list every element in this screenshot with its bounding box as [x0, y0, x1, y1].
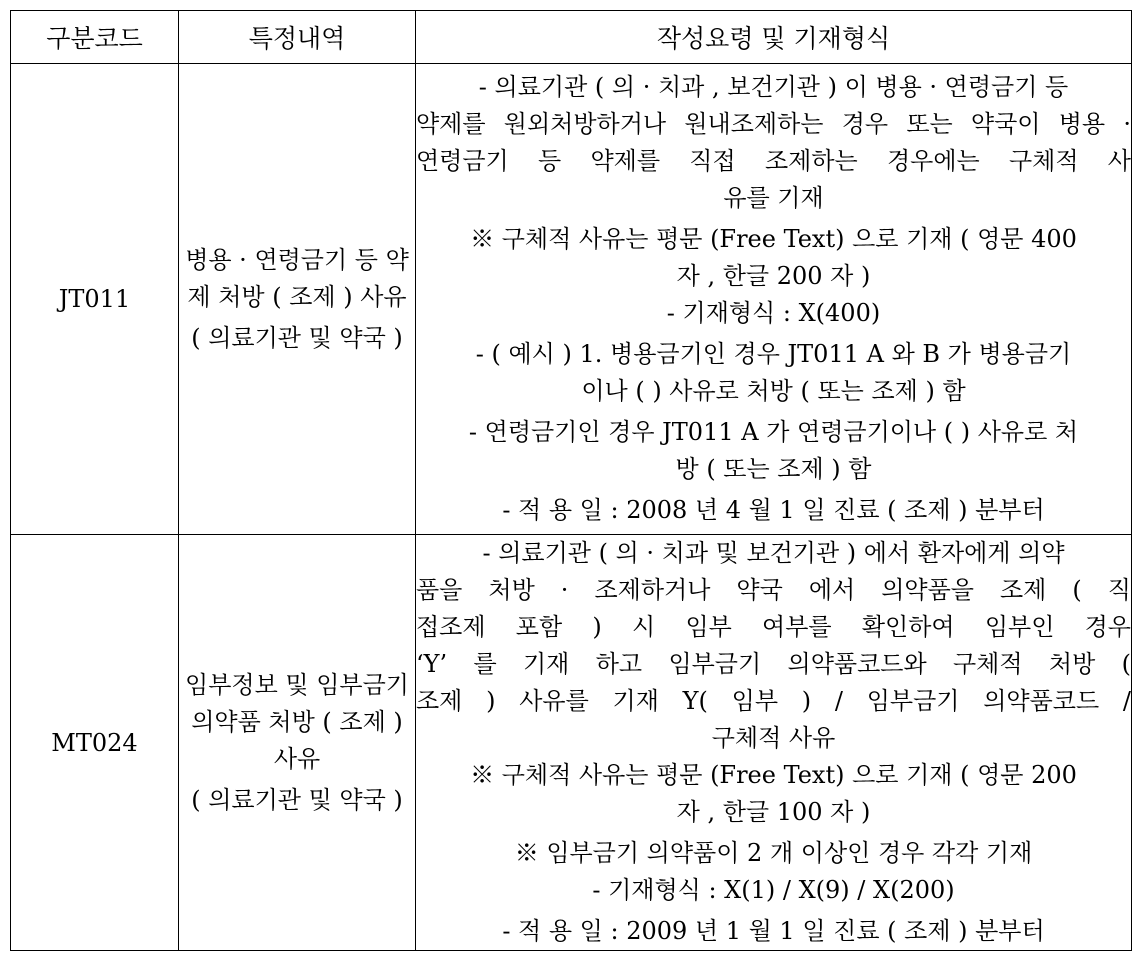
detail-cell	[179, 64, 416, 535]
guide-line: 구체적 사유	[711, 724, 836, 752]
detail-note: ( 의료기관 및 약국 )	[191, 323, 403, 352]
guide-line: 연령금기 등 약제를 직접 조제하는 경우에는 구체적 사	[416, 147, 1131, 175]
code-cell: MT024	[11, 535, 179, 951]
guide-line: - 적 용 일 : 2009 년 1 월 1 일 진료 ( 조제 ) 분부터	[502, 917, 1045, 945]
header-row	[11, 11, 1132, 64]
spec-table	[10, 10, 1132, 951]
detail-text: 임부정보 및 임부금기 의약품 처방 ( 조제 ) 사유	[185, 670, 409, 773]
guide-line: 이나 ( ) 사유로 처방 ( 또는 조제 ) 함	[581, 377, 966, 405]
guide-line: - ( 예시 ) 1. 병용금기인 경우 JT011 A 와 B 가 병용금기	[475, 340, 1072, 368]
header-guide: 작성요령 및 기재형식	[416, 11, 1132, 64]
guide-line: - 기재형식 : X(400)	[666, 299, 881, 327]
guide-line: ‘Y’ 를 기재 하고 임부금기 의약품코드와 구체적 처방 (	[416, 650, 1131, 678]
guide-line: 조제 ) 사유를 기재 Y( 임부 ) / 임부금기 의약품코드 /	[416, 687, 1131, 715]
guide-line: ※ 임부금기 의약품이 2 개 이상인 경우 각각 기재	[514, 839, 1033, 867]
detail-cell	[179, 535, 416, 951]
guide-line: 약제를 원외처방하거나 원내조제하는 경우 또는 약국이 병용 ·	[416, 110, 1131, 138]
guide-line: 유를 기재	[723, 184, 824, 212]
header-code: 구분코드	[11, 11, 179, 64]
guide-line: 접조제 포함 ) 시 임부 여부를 확인하여 임부인 경우	[416, 613, 1131, 641]
detail-text: 병용 · 연령금기 등 약제 처방 ( 조제 ) 사유	[185, 245, 409, 311]
guide-line: ※ 구체적 사유는 평문 (Free Text) 으로 기재 ( 영문 200	[470, 761, 1077, 789]
guide-line: - 의료기관 ( 의 · 치과 , 보건기관 ) 이 병용 · 연령금기 등	[478, 73, 1069, 101]
header-detail: 특정내역	[179, 11, 416, 64]
guide-line: - 적 용 일 : 2008 년 4 월 1 일 진료 ( 조제 ) 분부터	[502, 496, 1045, 524]
guide-line: - 의료기관 ( 의 · 치과 및 보건기관 ) 에서 환자에게 의약	[482, 539, 1065, 567]
guide-line: - 기재형식 : X(1) / X(9) / X(200)	[592, 876, 955, 904]
guide-cell	[416, 535, 1132, 951]
guide-cell	[416, 64, 1132, 535]
guide-line: - 연령금기인 경우 JT011 A 가 연령금기이나 ( ) 사유로 처	[468, 418, 1079, 446]
code-cell: JT011	[11, 64, 179, 535]
guide-line: 자 , 한글 100 자 )	[676, 798, 871, 826]
guide-line: 방 ( 또는 조제 ) 함	[675, 455, 872, 483]
guide-line: ※ 구체적 사유는 평문 (Free Text) 으로 기재 ( 영문 400	[470, 225, 1077, 253]
table-row	[11, 64, 1132, 535]
guide-line: 품을 처방 · 조제하거나 약국 에서 의약품을 조제 ( 직	[416, 576, 1131, 604]
guide-line: 자 , 한글 200 자 )	[676, 262, 871, 290]
detail-note: ( 의료기관 및 약국 )	[191, 785, 403, 814]
table-row	[11, 535, 1132, 951]
